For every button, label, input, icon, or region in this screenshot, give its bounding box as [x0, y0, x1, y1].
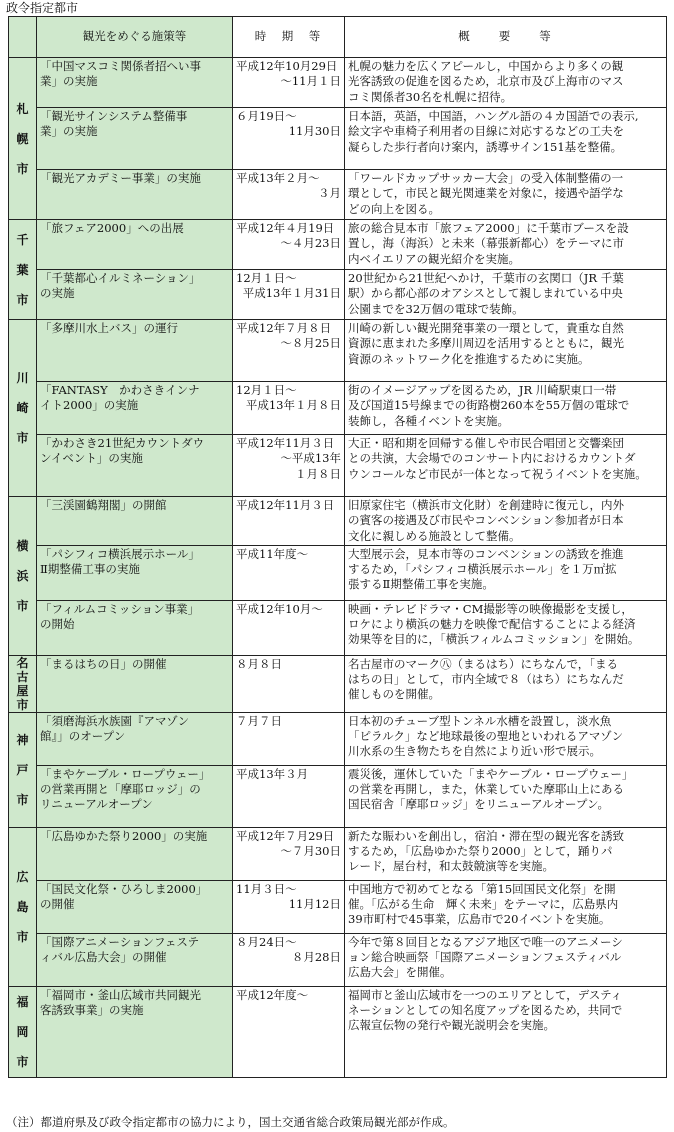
summary-line: 張するⅡ期整備工事を実施。 [348, 577, 494, 592]
summary-line: 環として，市民と観光関連業を対象に，接遇や語学な [348, 186, 624, 201]
period-line: ～７月30日 [280, 844, 341, 859]
summary-line: 新たな賑わいを創出し，宿泊・滞在型の観光客を誘致 [348, 828, 624, 843]
measure-cell [37, 108, 233, 170]
measure-cell [37, 655, 233, 712]
measure-line: 「観光アカデミー事業」の実施 [40, 171, 201, 185]
table-row [9, 880, 667, 933]
header-summary: 概 要 等 [345, 17, 667, 58]
measure-cell [37, 382, 233, 435]
summary-line: との共演，大会場でのコンサート内におけるカウントダ [348, 451, 636, 466]
summary-line: 催。「広がる生命 輝く未来」をテーマに，広島県内 [348, 897, 619, 912]
header-city [9, 17, 37, 58]
period-line: ７月７日 [236, 713, 282, 728]
measure-line: 「かわさき21世紀カウントダウ [40, 436, 205, 450]
summary-line: 効果等を目的に，「横浜フィルムコミッション」を開始。 [348, 632, 640, 647]
table-row [9, 220, 667, 270]
measure-cell [37, 220, 233, 270]
table-row [9, 827, 667, 880]
measure-line: Ⅱ期整備工事の実施 [40, 562, 140, 577]
summary-line: 福岡市と釜山広域市を一つのエリアとして，デスティ [348, 987, 623, 1002]
summary-line: 広報宣伝物の発行や観光説明会を実施。 [348, 1018, 555, 1033]
period-line: 12月１日～ [236, 383, 297, 397]
period-line: ８月28日 [291, 950, 341, 965]
period-cell [233, 170, 345, 220]
summary-line: 20世紀から21世紀へかけ，千葉市の玄関口（JR 千葉 [348, 271, 624, 285]
summary-line: の賓客の接遇及び市民やコンベンション参加者が日本 [348, 513, 624, 528]
measure-line: 「旅フェア2000」への出展 [40, 221, 184, 235]
measure-cell [37, 880, 233, 933]
summary-line: するため，「広島ゆかた祭り2000」として，踊りパ [348, 844, 613, 859]
period-cell [233, 600, 345, 655]
measure-line: リニューアルオープン [40, 797, 153, 812]
city-name: 千葉市 [16, 232, 29, 307]
period-cell [233, 382, 345, 435]
measure-line: 館』」のオープン [40, 729, 126, 744]
policy-table [8, 16, 667, 1078]
period-line: 11月12日 [288, 897, 341, 912]
summary-line: 「ワールドカップサッカー大会」の受入体制整備の一 [348, 171, 624, 185]
city-name-cell [9, 320, 37, 497]
summary-line: 川水系の生き物たちを自然により近い形で展示。 [348, 744, 601, 759]
period-line: ８月８日 [236, 656, 282, 671]
measure-line: ィバル広島大会」の開催 [40, 950, 167, 965]
measure-cell [37, 545, 233, 600]
period-cell [233, 880, 345, 933]
measure-cell [37, 986, 233, 1077]
measure-line: ンイベント」の実施 [40, 451, 143, 466]
period-line: ３月 [318, 186, 341, 201]
table-caption: 政令指定都市 [6, 1, 79, 15]
period-cell [233, 320, 345, 382]
measure-line: 「福岡市・釜山広域市共同観光 [40, 987, 201, 1002]
summary-line: 広島大会」を開催。 [348, 965, 452, 980]
table-row [9, 600, 667, 655]
city-name: 福岡市 [16, 994, 29, 1069]
measure-line: 「多摩川水上バス」の運行 [40, 321, 178, 335]
measure-cell [37, 827, 233, 880]
period-line: 平成12年11月３日 [236, 498, 335, 512]
measure-line: 「三渓園鶴翔閣」の開館 [40, 498, 167, 512]
summary-cell [345, 58, 667, 108]
header-period: 時 期 等 [233, 17, 345, 58]
city-name: 札幌市 [16, 101, 29, 176]
summary-cell [345, 880, 667, 933]
city-name: 川崎市 [16, 371, 29, 445]
period-line: 平成13年３月 [236, 766, 309, 781]
summary-line: 街のイメージアップを図るため，JR 川崎駅東口一帯 [348, 383, 617, 397]
measure-line: の実施 [40, 286, 75, 301]
summary-cell [345, 712, 667, 765]
summary-line: 日本初のチューブ型トンネル水槽を設置し，淡水魚 [348, 713, 612, 728]
measure-line: の開始 [40, 617, 75, 632]
summary-line: 文化に親しめる施設として整備。 [348, 528, 521, 543]
table-row [9, 270, 667, 320]
period-cell [233, 270, 345, 320]
period-cell [233, 986, 345, 1077]
period-line: 11月３日～ [236, 881, 297, 896]
period-line: 平成13年１月８日 [245, 398, 341, 413]
period-cell [233, 712, 345, 765]
period-line: 平成13年１月31日 [242, 286, 341, 301]
summary-line: 大正・昭和期を回帰する催しや市民合唱団と交響楽団 [348, 436, 624, 450]
summary-cell [345, 827, 667, 880]
period-line: ８月24日～ [236, 934, 297, 949]
period-line: ～８月25日 [280, 336, 341, 351]
summary-line: コミ関係者30名を札幌に招待。 [348, 89, 513, 104]
period-line: 12月１日～ [236, 271, 297, 285]
summary-cell [345, 986, 667, 1077]
measure-cell [37, 320, 233, 382]
city-name-cell [9, 655, 37, 712]
period-line: 平成12年10月～ [236, 601, 323, 616]
summary-line: 川崎の新しい観光開発事業の一環として，貴重な自然 [348, 321, 624, 335]
summary-line: 旅の総合見本市「旅フェア2000」に千葉市ブースを設 [348, 221, 629, 235]
measure-line: 「まやケーブル・ロープウェー」 [40, 766, 211, 781]
period-line: ６月19日～ [236, 109, 297, 123]
header-measure: 観光をめぐる施策等 [37, 17, 233, 58]
period-cell [233, 58, 345, 108]
period-line: １月８日 [295, 466, 341, 481]
summary-cell [345, 270, 667, 320]
table-body [9, 58, 667, 1078]
period-cell [233, 765, 345, 827]
summary-line: 中国地方で初めてとなる「第15回国民文化祭」を開 [348, 881, 616, 896]
period-cell [233, 108, 345, 170]
summary-cell [345, 765, 667, 827]
summary-line: 及び国道15号線までの街路樹260本を55万個の電球で [348, 398, 630, 413]
measure-line: 「まるはちの日」の開催 [40, 656, 167, 671]
table-row [9, 765, 667, 827]
period-cell [233, 220, 345, 270]
measure-cell [37, 765, 233, 827]
measure-cell [37, 933, 233, 986]
summary-cell [345, 435, 667, 497]
table-row [9, 933, 667, 986]
city-name-cell [9, 58, 37, 220]
period-cell [233, 655, 345, 712]
summary-cell [345, 320, 667, 382]
city-name-cell [9, 827, 37, 986]
measure-cell [37, 58, 233, 108]
summary-cell [345, 497, 667, 546]
city-name: 横浜市 [16, 538, 29, 613]
summary-line: 置し，海（海浜）と未来（幕張新都心）をテーマに市 [348, 236, 624, 251]
summary-line: レード，屋台村，和太鼓競演等を実施。 [348, 859, 554, 874]
summary-line: するため，「パシフィコ横浜展示ホール」を１万㎡拡 [348, 562, 617, 577]
summary-line: 大型展示会，見本市等のコンベンションの誘致を推進 [348, 546, 624, 561]
period-line: 平成12年度～ [236, 987, 309, 1002]
measure-line: 「千葉都心イルミネーション」 [40, 271, 201, 285]
summary-line: 装飾し，各種イベントを実施。 [348, 413, 509, 428]
summary-line: 絵文字や車椅子利用者の目線に対応するなどの工夫を [348, 124, 624, 139]
summary-line: 日本語，英語，中国語，ハングル語の４カ国語での表示, [348, 109, 639, 123]
summary-cell [345, 545, 667, 600]
table-row [9, 545, 667, 600]
period-line: 平成12年４月19日 [236, 221, 335, 235]
header-row [9, 17, 667, 58]
summary-line: 駅）から都心部のオアシスとして親しまれている中央 [348, 286, 623, 301]
table-row [9, 655, 667, 712]
summary-line: 今年で第８回目となるアジア地区で唯一のアニメーシ [348, 934, 623, 949]
summary-line: 公園までを32万個の電球で装飾。 [348, 301, 524, 316]
summary-cell [345, 108, 667, 170]
summary-cell [345, 655, 667, 712]
period-line: 平成13年２月～ [236, 171, 320, 185]
measure-line: の開催 [40, 897, 75, 912]
summary-line: はちの日」として，市内全域で８（はち）にちなんだ [348, 672, 624, 687]
city-name-cell [9, 712, 37, 827]
measure-line: 「FANTASY かわさきインナ [40, 383, 200, 397]
measure-line: 「国民文化祭・ひろしま2000」 [40, 881, 208, 896]
measure-cell [37, 270, 233, 320]
period-line: ～11月１日 [280, 74, 341, 89]
summary-line: 内ベイエリアの観光紹介を実施。 [348, 251, 521, 266]
city-name-cell [9, 986, 37, 1077]
table-row [9, 170, 667, 220]
measure-line: 業」の実施 [40, 124, 98, 139]
summary-line: 国民宿舎「摩耶ロッジ」をリニューアルオープン。 [348, 797, 610, 812]
measure-line: 「観光サインシステム整備事 [40, 109, 188, 123]
city-name-cell [9, 497, 37, 656]
measure-cell [37, 170, 233, 220]
period-line: 平成12年７月８日 [236, 321, 332, 335]
summary-line: 旧原家住宅（横浜市文化財）を創建時に復元し，内外 [348, 498, 624, 512]
period-cell [233, 545, 345, 600]
city-name-cell [9, 220, 37, 320]
summary-line: 札幌の魅力を広くアピールし，中国からより多くの観 [348, 59, 624, 73]
city-name: 名古屋市 [16, 655, 29, 712]
summary-line: 凝らした歩行者向け案内，誘導サイン151基を整備。 [348, 139, 623, 154]
period-cell [233, 827, 345, 880]
summary-cell [345, 933, 667, 986]
measure-line: 「中国マスコミ関係者招へい事 [40, 59, 201, 73]
period-line: 平成12年10月29日 [236, 59, 338, 73]
table-row [9, 58, 667, 108]
table-row [9, 382, 667, 435]
measure-line: 「広島ゆかた祭り2000」の実施 [40, 828, 208, 843]
period-line: 平成12年７月29日 [236, 828, 335, 843]
table-row [9, 108, 667, 170]
measure-line: イト2000」の実施 [40, 398, 139, 413]
measure-line: 「パシフィコ横浜展示ホール」 [40, 546, 200, 561]
footnote: （注）都道府県及び政令指定都市の協力により，国土交通省総合政策局観光部が作成。 [6, 1115, 455, 1129]
summary-line: 資源に恵まれた多摩川周辺を活用するとともに，観光 [348, 336, 624, 351]
summary-line: 映画・テレビドラマ・CM撮影等の映像撮影を支援し， [348, 601, 633, 616]
summary-cell [345, 220, 667, 270]
summary-line: 名古屋市のマーク㊇（まるはち）にちなんで，「まる [348, 656, 619, 671]
summary-cell [345, 600, 667, 655]
period-line: 平成11年度～ [236, 546, 309, 561]
summary-line: ロケにより横浜の魅力を映像で配信することによる経済 [348, 617, 636, 632]
summary-line: どの向上を図る。 [348, 201, 440, 216]
summary-line: 光客誘致の促進を図るため，北京市及び上海市のマス [348, 74, 624, 89]
measure-cell [37, 600, 233, 655]
summary-line: 資源のネットワーク化を推進するために実施。 [348, 351, 590, 366]
summary-line: 震災後，運休していた「まやケーブル・ロープウェー」 [348, 766, 634, 781]
table-row [9, 320, 667, 382]
city-name: 広島市 [16, 869, 29, 944]
measure-cell [37, 497, 233, 546]
period-cell [233, 933, 345, 986]
period-cell [233, 435, 345, 497]
summary-cell [345, 382, 667, 435]
measure-line: 「フィルムコミッション事業」 [40, 601, 200, 616]
summary-line: の営業を再開し，また，休業していた摩耶山上にある [348, 782, 624, 797]
measure-line: 「須磨海浜水族園『アマゾン [40, 713, 190, 728]
summary-line: 「ピラルク」など地球最後の聖地といわれるアマゾン [348, 729, 624, 744]
summary-line: ョン総合映画祭「国際アニメーションフェスティバル [348, 950, 622, 965]
table-row [9, 497, 667, 546]
measure-line: 「国際アニメーションフェステ [40, 934, 200, 949]
period-line: 11月30日 [288, 124, 341, 139]
table-row [9, 712, 667, 765]
table-row [9, 435, 667, 497]
table-row [9, 986, 667, 1077]
summary-cell [345, 170, 667, 220]
city-name: 神戸市 [16, 732, 29, 807]
measure-cell [37, 435, 233, 497]
measure-line: の営業再開と「摩耶ロッジ」の [40, 782, 201, 797]
period-line: ～平成13年 [280, 451, 341, 466]
measure-line: 業」の実施 [40, 74, 98, 89]
summary-line: 39市町村で45事業，広島市で20イベントを実施。 [348, 912, 611, 927]
summary-line: ウンコールなど市民が一体となって祝うイベントを実施。 [348, 466, 647, 481]
period-cell [233, 497, 345, 546]
summary-line: 催しものを開催。 [348, 687, 440, 702]
period-line: ～４月23日 [280, 236, 341, 251]
summary-line: ネーションとしての知名度アップを図るため，共同で [348, 1003, 623, 1018]
measure-cell [37, 712, 233, 765]
measure-line: 客誘致事業」の実施 [40, 1003, 144, 1018]
period-line: 平成12年11月３日 [236, 436, 335, 450]
